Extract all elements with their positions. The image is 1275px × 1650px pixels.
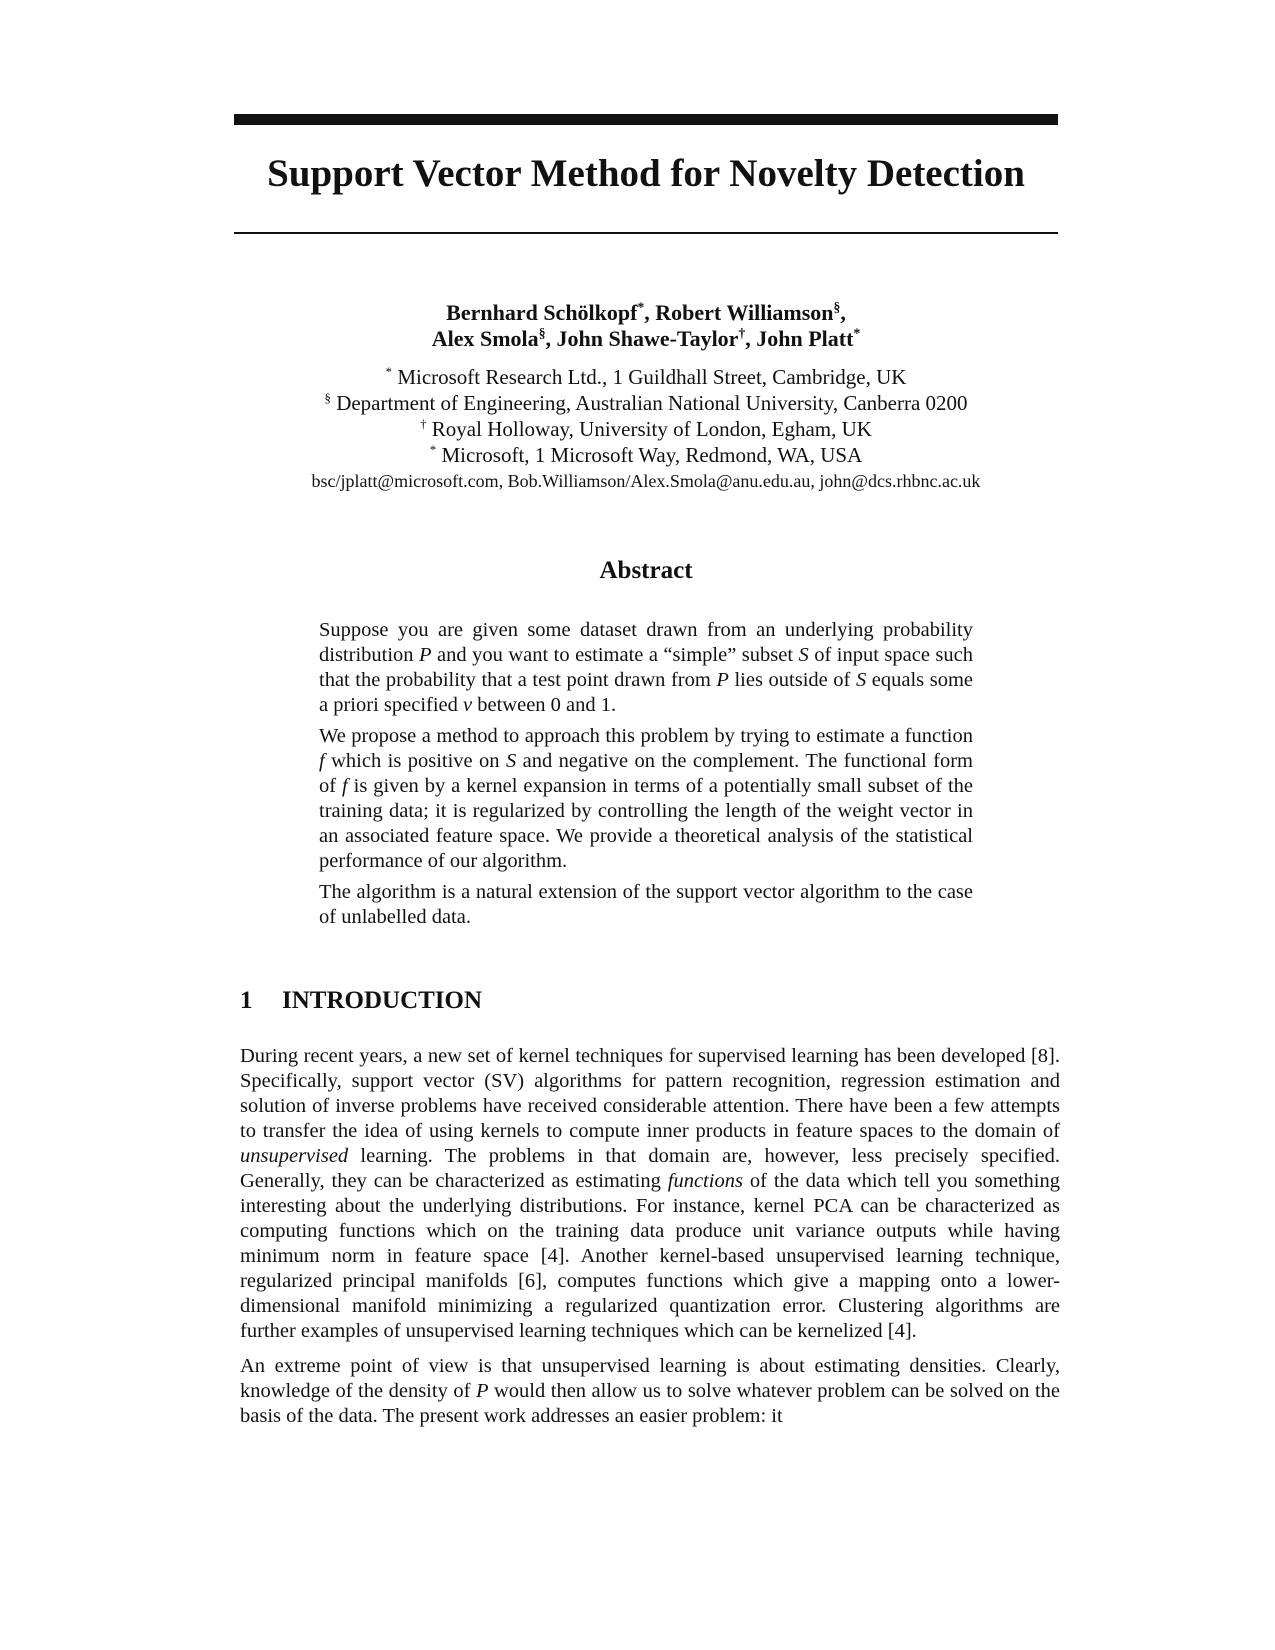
affiliation-text: Microsoft Research Ltd., 1 Guildhall Street, Cambridge, UK <box>392 365 907 389</box>
author-line-1: Bernhard Schölkopf*, Robert Williamson§, <box>446 299 846 325</box>
math-symbol: f <box>319 750 325 772</box>
affiliation <box>234 390 1058 416</box>
author-name: Alex Smola <box>431 326 539 351</box>
math-symbol: P <box>419 644 432 666</box>
math-symbol: S <box>505 750 517 772</box>
introduction-body <box>240 1044 1060 1439</box>
math-symbol: S <box>855 669 867 691</box>
affiliation-mark: † <box>420 416 427 431</box>
text-run: of input space such that the probability that a test point drawn from <box>319 644 973 691</box>
text-run: which is positive on <box>324 750 506 772</box>
text-run: lies outside of <box>728 669 856 691</box>
section-heading-introduction <box>240 986 1060 1016</box>
author-mark: § <box>538 325 546 341</box>
text-run: between 0 and 1. <box>472 694 617 716</box>
abstract-heading: Abstract <box>599 557 693 584</box>
text-run: would then allow us to solve whatever problem can be solved on the basis of the data. The present work addresses an easier problem: it <box>240 1380 1060 1427</box>
affiliation <box>234 416 1058 442</box>
text-run: An extreme point of view is that unsupervised learning is about estimating densities. Clearly, knowledge of the density of <box>240 1355 1060 1402</box>
author-emails: bsc/jplatt@microsoft.com, Bob.Williamson/Alex.Smola@anu.edu.au, john@dcs.rhbnc.ac.uk <box>311 471 981 491</box>
math-symbol: f <box>342 775 348 797</box>
math-symbol: P <box>716 669 729 691</box>
affiliation-mark: * <box>385 364 393 379</box>
author-name: John Platt <box>756 326 854 351</box>
affiliation <box>234 364 1058 390</box>
abstract-paragraph-2 <box>319 724 973 874</box>
emphasis: unsupervised <box>240 1145 349 1167</box>
author-mark: * <box>853 325 861 341</box>
author-mark: § <box>833 299 841 315</box>
author-name: John Shawe-Taylor <box>556 326 739 351</box>
text-run: Suppose you are given some dataset drawn from an underlying probability distribution <box>319 619 973 666</box>
affiliation-list <box>234 364 1058 494</box>
text-run: learning. The problems in that domain are, however, less precisely specified. Generally, they can be characterized as estimating <box>240 1145 1060 1192</box>
paper-title: Support Vector Method for Novelty Detection <box>267 152 1025 195</box>
abstract-paragraph-1 <box>319 618 973 718</box>
math-symbol: ν <box>463 694 473 716</box>
text-run: and you want to estimate a “simple” subset <box>431 644 799 666</box>
section-number: 1 <box>240 987 253 1014</box>
text-run: of the data which tell you something interesting about the underlying distributions. For instance, kernel PCA can be characterized as computing functions which on the training data produce unit variance outputs while having minimum norm in feature space [4]. Another kernel-based unsupervised learning technique, regularized principal manifolds [6], computes functions which give a mapping onto a lower-dimensional manifold minimizing a regularized quantization error. Clustering algorithms are further examples of unsupervised learning techniques which can be kernelized [4]. <box>240 1170 1060 1342</box>
affiliation-mark: § <box>324 390 331 405</box>
title-bottom-rule <box>234 232 1058 234</box>
text-run: and negative on the complement. The functional form of <box>319 750 973 797</box>
section-title: INTRODUCTION <box>282 987 483 1014</box>
abstract-paragraph-3: The algorithm is a natural extension of the support vector algorithm to the case of unlabelled data. <box>319 881 973 928</box>
affiliation-text: Microsoft, 1 Microsoft Way, Redmond, WA, USA <box>436 443 863 467</box>
author-name: Bernhard Schölkopf <box>446 300 638 325</box>
text-run: is given by a kernel expansion in terms of a potentially small subset of the training data; it is regularized by controlling the length of the weight vector in an associated feature space. We provide a theoretical analysis of the statistical performance of our algorithm. <box>319 775 973 872</box>
affiliation-mark: * <box>429 442 437 457</box>
title-top-rule <box>234 114 1058 125</box>
affiliation <box>234 442 1058 468</box>
author-mark: * <box>637 299 645 315</box>
affiliation-text: Department of Engineering, Australian National University, Canberra 0200 <box>330 391 968 415</box>
body-paragraph-1 <box>240 1044 1060 1344</box>
body-paragraph-2 <box>240 1354 1060 1429</box>
text-run: During recent years, a new set of kernel techniques for supervised learning has been developed [8]. Specifically, support vector (SV) algorithms for pattern recognition, regression estimation and solution of inverse problems have received considerable attention. There have been a few attempts to transfer the idea of using kernels to compute inner products in feature spaces to the domain of <box>240 1045 1060 1142</box>
text-run: equals some a priori specified <box>319 669 973 716</box>
emphasis: functions <box>667 1170 743 1192</box>
math-symbol: S <box>798 644 809 666</box>
author-list <box>234 300 1058 352</box>
text-run: We propose a method to approach this problem by trying to estimate a function <box>319 725 973 747</box>
author-mark: † <box>738 325 746 341</box>
math-symbol: P <box>475 1380 489 1402</box>
affiliation-text: Royal Holloway, University of London, Egham, UK <box>426 417 872 441</box>
author-name: Robert Williamson <box>655 300 834 325</box>
author-line-2: Alex Smola§, John Shawe-Taylor†, John Platt* <box>431 325 861 351</box>
abstract-body <box>319 618 973 936</box>
